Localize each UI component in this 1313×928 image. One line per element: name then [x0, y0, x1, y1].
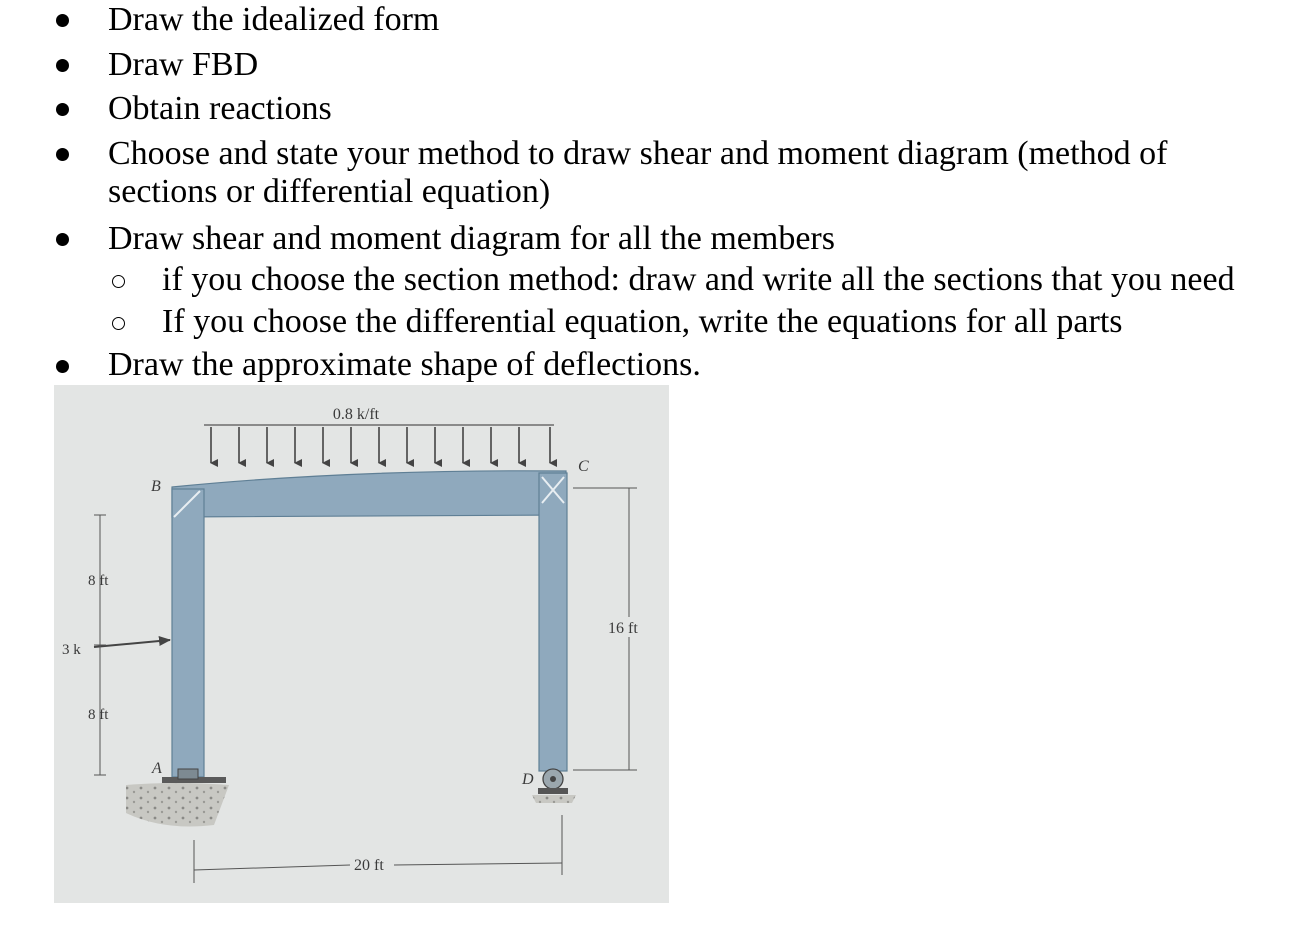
- bullet-4: [56, 148, 69, 161]
- instruction-idealized-form: Draw the idealized form: [108, 1, 440, 38]
- instruction-method-line2: sections or differential equation): [108, 173, 551, 210]
- joint-label-b: B: [151, 478, 161, 495]
- sub-bullet-1: [112, 275, 125, 288]
- instruction-deflections: Draw the approximate shape of deflections.: [108, 346, 701, 383]
- instruction-fbd: Draw FBD: [108, 46, 259, 83]
- column-ab: [172, 489, 204, 777]
- bullet-1: [56, 14, 69, 27]
- fixed-support-a: [126, 769, 229, 827]
- joint-label-a: A: [152, 760, 162, 777]
- distributed-load-label: 0.8 k/ft: [332, 406, 380, 423]
- instruction-method-line1: Choose and state your method to draw shear and moment diagram (method of: [108, 135, 1168, 172]
- frame-diagram: [54, 385, 669, 903]
- frame-members: [172, 471, 567, 777]
- sub-instruction-differential: If you choose the differential equation, write the equations for all parts: [162, 303, 1123, 340]
- joint-label-c: C: [578, 458, 589, 475]
- joint-label-d: D: [522, 771, 534, 788]
- bullet-5: [56, 233, 69, 246]
- bullet-6: [56, 360, 69, 373]
- point-load-label: 3 k: [62, 642, 81, 658]
- instruction-reactions: Obtain reactions: [108, 90, 332, 127]
- distributed-load-arrows: [204, 425, 554, 463]
- frame-figure: [54, 385, 669, 903]
- lower-height-label: 8 ft: [88, 707, 109, 723]
- sub-bullet-2: [112, 317, 125, 330]
- bullet-3: [56, 103, 69, 116]
- total-height-label: 16 ft: [608, 620, 638, 637]
- column-cd: [539, 473, 567, 771]
- span-label: 20 ft: [354, 857, 384, 874]
- pin-support-d: [532, 769, 576, 803]
- instruction-shear-moment: Draw shear and moment diagram for all the members: [108, 220, 835, 257]
- bullet-2: [56, 59, 69, 72]
- point-load-arrow: [94, 640, 170, 647]
- left-dimension-lines: [94, 515, 106, 775]
- sub-instruction-section-method: if you choose the section method: draw and write all the sections that you need: [162, 261, 1235, 298]
- upper-height-label: 8 ft: [88, 573, 109, 589]
- beam-bc: [172, 471, 566, 517]
